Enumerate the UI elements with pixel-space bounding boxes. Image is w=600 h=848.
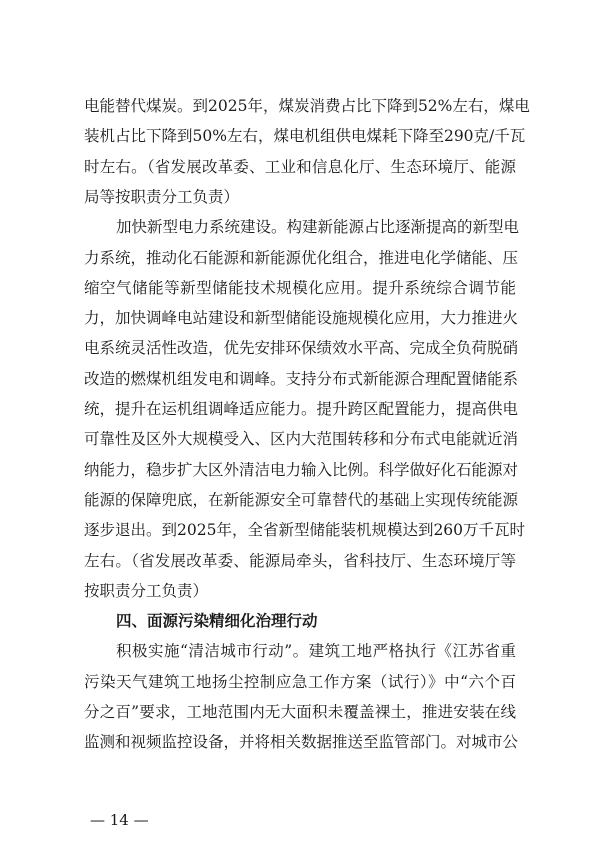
text-line: 装机占比下降到50%左右，煤电机组供电煤耗下降至290克/千瓦 — [84, 127, 526, 145]
text-line: 按职责分工负责） — [84, 582, 209, 600]
text-line: 改造的燃煤机组发电和调峰。支持分布式新能源合理配置储能系 — [84, 370, 519, 388]
text-line: 左右。（省发展改革委、能源局牵头，省科技厅、生态环境厅等 — [84, 552, 516, 570]
text-line: 力，加快调峰电站建设和新型储能设施规模化应用，大力推进火 — [84, 309, 519, 327]
text-line: 分之百”要求，工地范围内无大面积未覆盖裸土，推进安装在线 — [84, 703, 516, 721]
text-line: 监测和视频监控设备，并将相关数据推送至监管部门。对城市公 — [84, 733, 519, 751]
text-line: 污染天气建筑工地扬尘控制应急工作方案（试行）》中“六个百 — [84, 673, 516, 691]
text-line: 纳能力，稳步扩大区外清洁电力输入比例。科学做好化石能源对 — [84, 461, 519, 479]
text-line: 时左右。（省发展改革委、工业和信息化厅、生态环境厅、能源 — [84, 158, 516, 176]
text-line: 可靠性及区外大规模受入、区内大范围转移和分布式电能就近消 — [84, 430, 519, 448]
text-line: 积极实施“清洁城市行动”。建筑工地严格执行《江苏省重 — [116, 642, 516, 660]
text-line: 能源的保障兜底，在新能源安全可靠替代的基础上实现传统能源 — [84, 491, 519, 509]
text-line: 局等按职责分工负责） — [84, 188, 240, 206]
page-number: — 14 — — [90, 811, 149, 829]
text-line: 统，提升在运机组调峰适应能力。提升跨区配置能力，提高供电 — [84, 400, 519, 418]
text-line: 电能替代煤炭。到2025年，煤炭消费占比下降到52%左右，煤电 — [84, 97, 530, 115]
section-heading: 四、面源污染精细化治理行动 — [116, 612, 318, 630]
text-line: 力系统，推动化石能源和新能源优化组合，推进电化学储能、压 — [84, 249, 519, 267]
text-line: 逐步退出。到2025年，全省新型储能装机规模达到260万千瓦时 — [84, 521, 526, 539]
text-line: 电系统灵活性改造，优先安排环保绩效水平高、完成全负荷脱硝 — [84, 339, 519, 357]
text-line: 缩空气储能等新型储能技术规模化应用。提升系统综合调节能 — [84, 279, 516, 297]
text-line: 加快新型电力系统建设。构建新能源占比逐渐提高的新型电 — [116, 218, 520, 236]
